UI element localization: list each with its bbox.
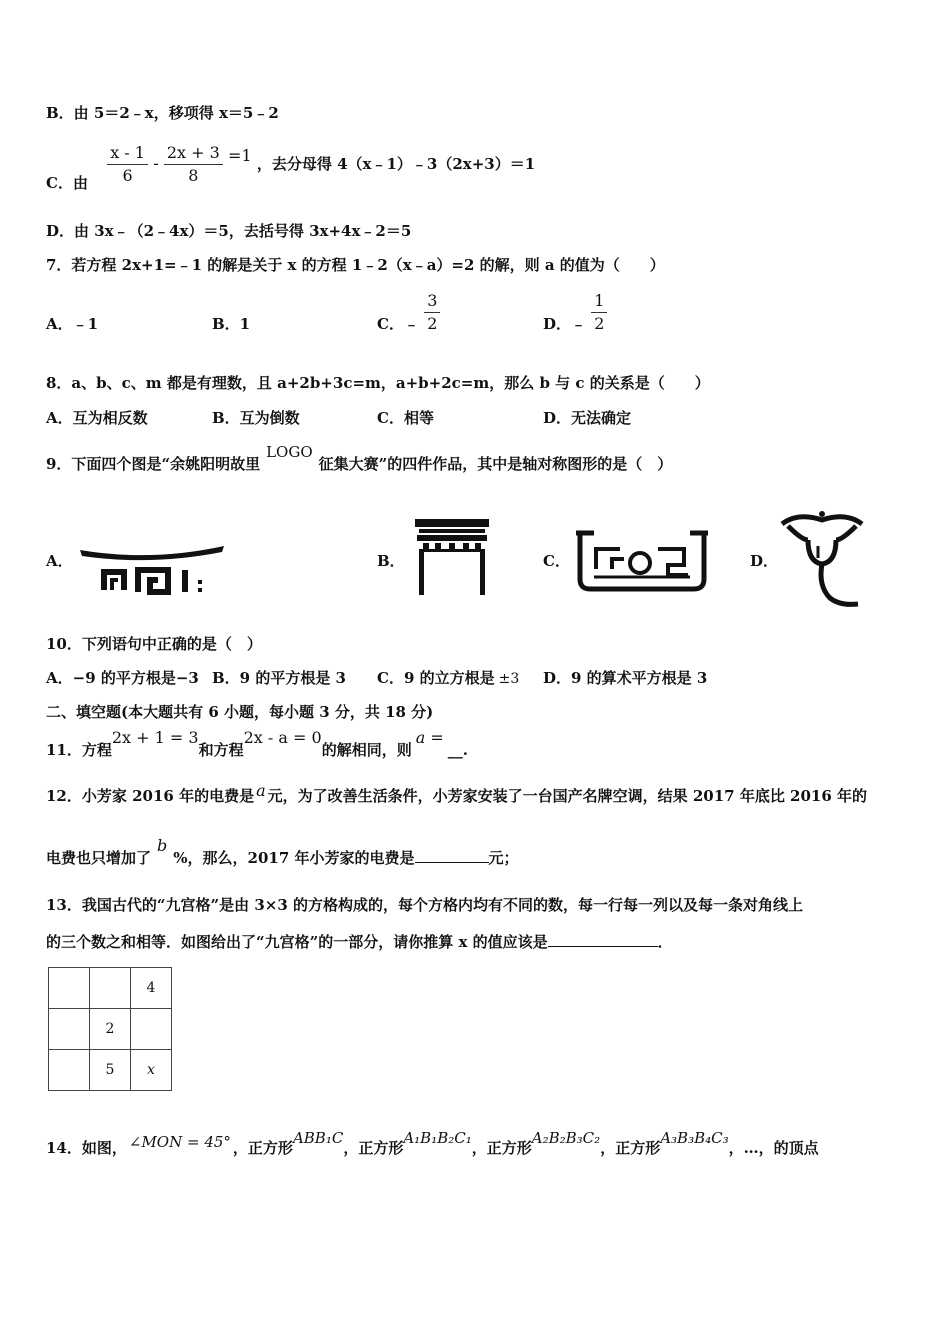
q6-c-fraction-1 bbox=[107, 142, 148, 187]
q6-c-fraction-1-den: 6 bbox=[122, 166, 133, 185]
q9-option-c: C． bbox=[543, 552, 570, 570]
q10-option-a: A．−9 的平方根是−3 bbox=[46, 669, 199, 687]
q9-logo-d-image bbox=[778, 510, 866, 610]
q6-c-fraction-2-den: 8 bbox=[188, 166, 199, 185]
q7-c-num: 3 bbox=[424, 290, 440, 313]
q7-option-c bbox=[377, 290, 440, 335]
q7-option-d bbox=[543, 290, 607, 335]
grid-cell: 5 bbox=[90, 1050, 131, 1091]
q8-option-c: C．相等 bbox=[377, 409, 434, 427]
grid-cell: x bbox=[131, 1050, 172, 1091]
q7-d-den: 2 bbox=[594, 314, 605, 333]
grid-cell bbox=[131, 1009, 172, 1050]
q14-text-c: ，正方形 bbox=[343, 1139, 404, 1157]
q14-text-a: 14．如图， bbox=[46, 1139, 127, 1157]
q6-c-prefix: C．由 bbox=[46, 173, 88, 192]
q8-stem: 8．a、b、c、m 都是有理数，且 a+2b+3c=m，a+b+2c=m，那么 b 与 c 的关系是（ ） bbox=[46, 374, 710, 392]
q9-stem-a: 9．下面四个图是“余姚阳明故里 bbox=[46, 455, 261, 473]
q10-c-text: C．9 的立方根是 bbox=[377, 669, 495, 687]
q11-text-d: __. bbox=[447, 741, 468, 759]
grid-cell bbox=[49, 1009, 90, 1050]
q10-option-c bbox=[377, 668, 519, 689]
q9-option-a: A． bbox=[46, 552, 73, 570]
grid-cell: 4 bbox=[131, 968, 172, 1009]
q9-logo-b-image bbox=[413, 515, 491, 597]
q7-c-den: 2 bbox=[427, 314, 438, 333]
q11-text-c: 的解相同，则 bbox=[321, 741, 412, 759]
q11-text-b: 和方程 bbox=[198, 741, 244, 759]
q7-c-fraction bbox=[424, 290, 440, 335]
q6-option-b: B．由 5＝2﹣x，移项得 x＝5﹣2 bbox=[46, 104, 279, 122]
q9-option-b: B． bbox=[377, 552, 405, 570]
q8-option-a: A．互为相反数 bbox=[46, 409, 148, 427]
q8-option-b: B．互为倒数 bbox=[212, 409, 300, 427]
q7-option-a: A．﹣1 bbox=[46, 315, 99, 333]
q6-c-fraction-2 bbox=[164, 142, 223, 187]
q8-option-d: D．无法确定 bbox=[543, 409, 632, 427]
q9-logo-c-image bbox=[574, 525, 710, 595]
q13-text-2-end: ． bbox=[657, 933, 673, 951]
q7-d-num: 1 bbox=[591, 290, 607, 313]
q10-c-math: ±3 bbox=[498, 671, 520, 687]
q6-option-c bbox=[46, 142, 536, 192]
q10-option-b: B．9 的平方根是 3 bbox=[212, 669, 346, 687]
q6-option-d: D．由 3x﹣（2﹣4x）＝5，去括号得 3x+4x﹣2＝5 bbox=[46, 222, 412, 240]
q14-text-e: ，正方形 bbox=[600, 1139, 661, 1157]
q13-line-2 bbox=[46, 932, 673, 952]
q13-text-2: 的三个数之和相等．如图给出了“九宫格”的一部分，请你推算 x 的值应该是 bbox=[46, 933, 548, 951]
q12-var-a: a bbox=[256, 781, 266, 800]
q12-text-1b: 元，为了改善生活条件，小芳家安装了一台国产名牌空调，结果 2017 年底比 2016 年的 bbox=[267, 787, 868, 805]
grid-cell: 2 bbox=[90, 1009, 131, 1050]
q10-stem: 10．下列语句中正确的是（ ） bbox=[46, 635, 262, 653]
q7-c-label: C．﹣ bbox=[377, 314, 419, 333]
section-2-heading: 二、填空题(本大题共有 6 小题，每小题 3 分，共 18 分) bbox=[46, 703, 434, 721]
q12-text-2a: 电费也只增加了 bbox=[46, 849, 152, 867]
q11-eq1: 2x + 1 = 3 bbox=[111, 728, 199, 747]
magic-square-grid bbox=[48, 967, 172, 1091]
q11-eq3: a = bbox=[415, 728, 444, 747]
q6-c-fraction-1-num: x - 1 bbox=[107, 142, 148, 165]
q9-option-d: D． bbox=[750, 552, 779, 570]
q6-c-minus: - bbox=[153, 153, 159, 173]
q12-var-b: b bbox=[157, 836, 168, 855]
q14-text-d: ，正方形 bbox=[471, 1139, 532, 1157]
q14-square-3: A₂B₂B₃C₂ bbox=[531, 1129, 601, 1147]
q14-square-1: ABB₁C bbox=[292, 1129, 344, 1147]
q9-stem-b: 征集大赛”的四件作品，其中是轴对称图形的是（ ） bbox=[318, 455, 673, 473]
q14-line bbox=[46, 1129, 819, 1158]
q14-square-4: A₃B₃B₄C₃ bbox=[660, 1129, 729, 1147]
q14-square-2: A₁B₁B₂C₁ bbox=[403, 1129, 472, 1147]
q13-answer-blank bbox=[548, 932, 658, 947]
q9-logo-word: LOGO bbox=[266, 443, 313, 461]
q12-text-1a: 12．小芳家 2016 年的电费是 bbox=[46, 787, 255, 805]
q6-c-fraction-2-num: 2x + 3 bbox=[164, 142, 223, 165]
q7-d-fraction bbox=[591, 290, 607, 335]
q9-logo-a-image bbox=[76, 540, 226, 600]
q12-line-2 bbox=[46, 836, 519, 868]
q12-line-1 bbox=[46, 781, 868, 806]
grid-cell bbox=[90, 968, 131, 1009]
q7-option-b: B．1 bbox=[212, 315, 251, 333]
q11-line bbox=[46, 728, 468, 760]
q12-text-2c: 元； bbox=[488, 849, 519, 867]
grid-cell bbox=[49, 968, 90, 1009]
q13-line-1: 13．我国古代的“九宫格”是由 3×3 的方格构成的，每个方格内均有不同的数，每一行每一列以及每一条对角线上 bbox=[46, 896, 804, 914]
q6-c-suffix: ，去分母得 4（x﹣1）﹣3（2x+3）＝1 bbox=[256, 154, 536, 173]
q14-text-b: ，正方形 bbox=[232, 1139, 293, 1157]
q14-text-f: ，…，的顶点 bbox=[728, 1139, 819, 1157]
q6-c-equals: =1 bbox=[228, 145, 252, 165]
q11-text-a: 11．方程 bbox=[46, 741, 112, 759]
grid-cell bbox=[49, 1050, 90, 1091]
q12-text-2b: %，那么，2017 年小芳家的电费是 bbox=[173, 849, 415, 867]
q7-d-label: D．﹣ bbox=[543, 314, 587, 333]
q10-option-d: D．9 的算术平方根是 3 bbox=[543, 669, 708, 687]
q11-eq2: 2x - a = 0 bbox=[243, 728, 322, 747]
q12-answer-blank bbox=[415, 848, 489, 863]
q14-angle: ∠MON = 45° bbox=[128, 1133, 231, 1151]
q9-stem bbox=[46, 443, 673, 474]
q7-stem: 7．若方程 2x+1=﹣1 的解是关于 x 的方程 1﹣2（x﹣a）=2 的解，则 a 的值为（ ） bbox=[46, 256, 665, 274]
